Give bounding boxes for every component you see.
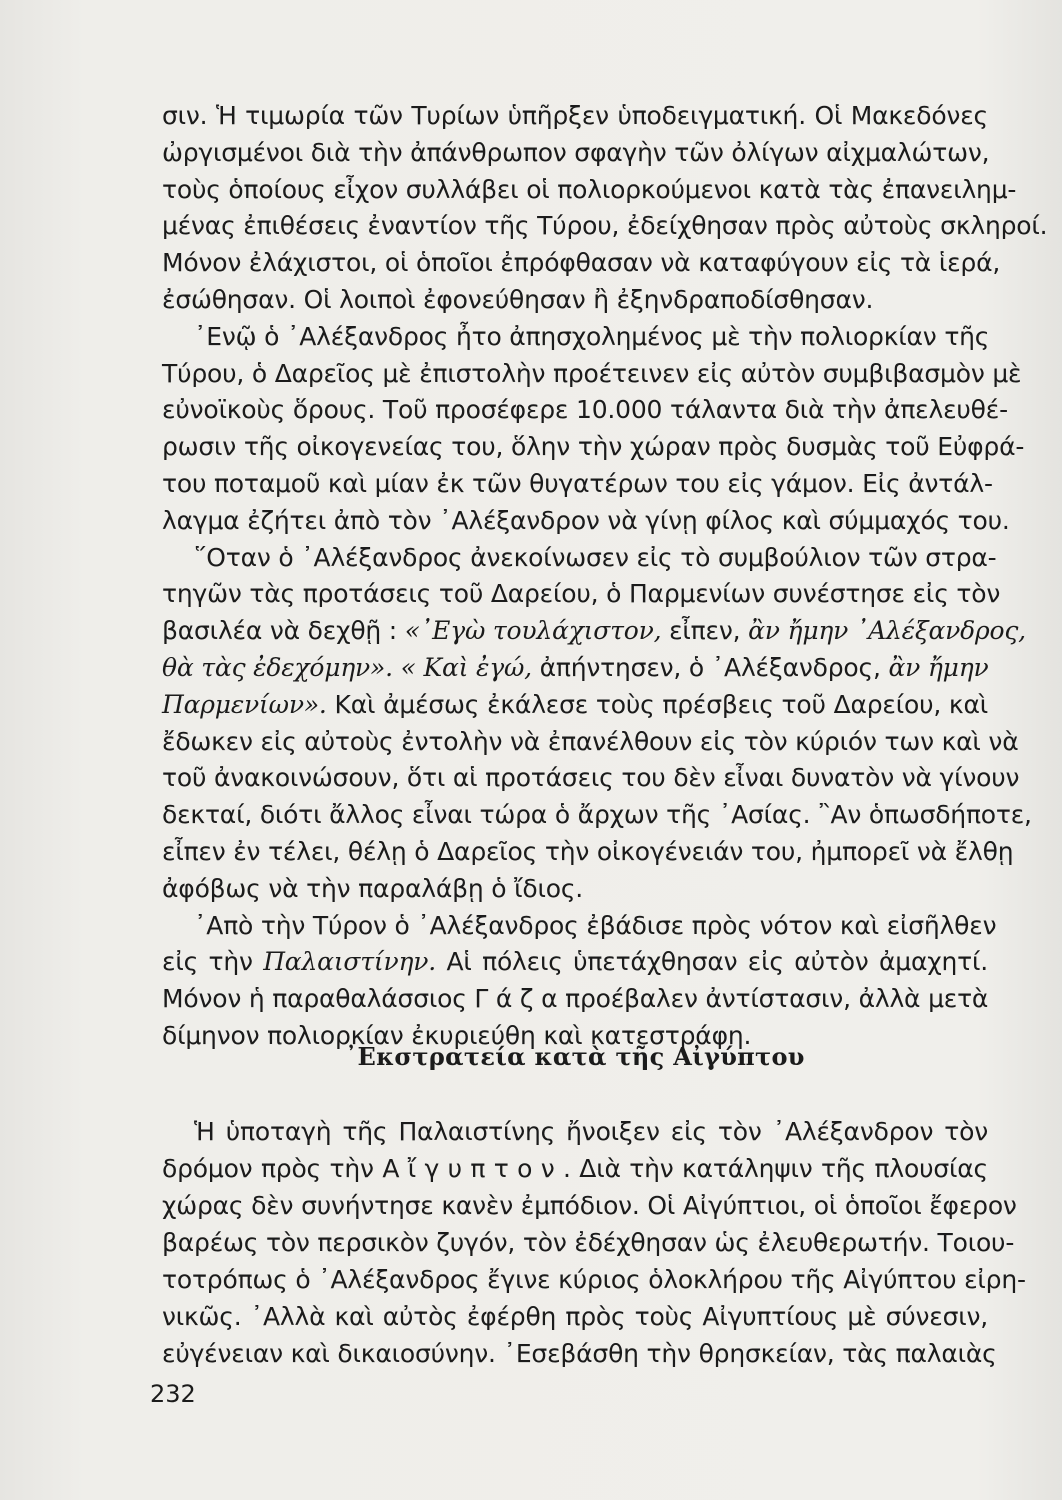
line-text: σιν. Ἡ τιμωρία τῶν Τυρίων ὑπῆρξεν ὑποδειγματική. Οἱ Μακεδόνες [162, 101, 988, 130]
text-line [162, 283, 988, 317]
text-line [162, 1300, 988, 1334]
text-line [162, 320, 988, 354]
text-line [162, 945, 988, 979]
text-line [162, 173, 1017, 207]
text-line [162, 1115, 988, 1149]
text-line [162, 982, 988, 1016]
text-line [162, 835, 1014, 869]
text-line [162, 393, 1008, 427]
text-line [162, 1152, 988, 1186]
line-text: εἶπεν ἐν τέλει, θέλῃ ὁ Δαρεῖος τὴν οἰκογένειάν του, ἠμπορεῖ νὰ ἔλθῃ [162, 837, 1014, 866]
text-line [162, 577, 1001, 611]
text-line [162, 725, 1019, 759]
line-text: ᾿Ενῷ ὁ ᾿Αλέξανδρος ἦτο ἀπησχολημένος μὲ τὴν πολιορκίαν τῆς [194, 321, 990, 351]
line-text: εἶπεν, [669, 616, 741, 646]
line-text: ἔδωκεν εἰς αὐτοὺς ἐντολὴν νὰ ἐπανέλθουν εἰς τὸν κύριόν των καὶ νὰ [162, 726, 1019, 756]
text-line [162, 1189, 1017, 1223]
line-text: τοτρόπως ὁ ᾿Αλέξανδρος ἔγινε κύριος ὁλοκλήρου τῆς Αἰγύπτου εἰρη- [162, 1265, 1026, 1294]
italic-quote: ἂν ἤμην [888, 653, 989, 682]
line-text: ἀφόβως νὰ τὴν παραλάβῃ ὁ ἴδιος. [162, 873, 584, 903]
line-text: ἐσώθησαν. Οἱ λοιποὶ ἐφονεύθησαν ἢ ἐξηνδραποδίσθησαν. [162, 285, 874, 314]
line-text: ᾿Απὸ τὴν Τύρον ὁ ᾿Αλέξανδρος ἐβάδισε πρὸς νότον καὶ εἰσῆλθεν [194, 910, 997, 940]
line-text: Τύρου, ὁ Δαρεῖος μὲ ἐπιστολὴν προέτεινεν εἰς αὐτὸν συμβιβασμὸν μὲ [162, 358, 1022, 388]
text-line [162, 688, 988, 722]
line-text: βασιλέα νὰ δεχθῇ : [162, 616, 398, 646]
line-text: Ἡ ὑποταγὴ τῆς Παλαιστίνης ἤνοιξεν εἰς τὸν ᾿Αλέξανδρον τὸν [194, 1117, 988, 1146]
line-text: τοῦ ἀνακοινώσουν, ὅτι αἱ προτάσεις του δὲν εἶναι δυνατὸν νὰ γίνουν [162, 763, 1020, 793]
line-text: λαγμα ἐζήτει ἀπὸ τὸν ᾿Αλέξανδρον νὰ γίνῃ φίλος καὶ σύμμαχός του. [162, 505, 1010, 535]
line-text: ῞Οταν ὁ ᾿Αλέξανδρος ἀνεκοίνωσεν εἰς τὸ συμβούλιον τῶν στρα- [194, 542, 997, 572]
line-text: εὐνοϊκοὺς ὅρους. Τοῦ προσέφερε 10.000 τάλαντα διὰ τὴν ἀπελευθέ- [162, 395, 1008, 425]
italic-quote: ἂν ἤμην ᾿Αλέξανδρος, [748, 616, 1026, 646]
line-text: Μόνον ἡ παραθαλάσσιος Γ ά ζ α προέβαλεν ἀντίστασιν, ἀλλὰ μετὰ [162, 984, 989, 1014]
text-line [162, 246, 1001, 280]
line-text: δίμηνον πολιορκίαν ἐκυριεύθη καὶ κατεστράφη. [162, 1021, 752, 1050]
text-line [162, 99, 988, 133]
line-text: ρωσιν τῆς οἰκογενείας του, ὅλην τὴν χώραν πρὸς δυσμὰς τοῦ Εὐφρά- [162, 432, 1025, 462]
line-text: μένας ἐπιθέσεις ἐναντίον τῆς Τύρου, ἐδείχθησαν πρὸς αὐτοὺς σκληροί. [162, 211, 1048, 241]
text-line [162, 1337, 997, 1371]
section-heading: ᾿Εκστρατεία κατὰ τῆς Αἰγύπτου [345, 1042, 805, 1071]
line-text: ἀπήντησεν, ὁ ᾿Αλέξανδρος, [539, 653, 881, 682]
italic-quote: θὰ τὰς ἐδεχόμην». [162, 653, 393, 682]
text-line [162, 209, 1048, 243]
italic-quote: Παλαιστίνην. [263, 947, 437, 977]
text-line [162, 136, 988, 170]
line-text: εἰς τὴν [162, 947, 253, 977]
line-text: Καὶ ἀμέσως ἐκάλεσε τοὺς πρέσβεις τοῦ Δαρείου, καὶ [334, 689, 989, 719]
line-text: νικῶς. ᾿Αλλὰ καὶ αὐτὸς ἐφέρθη πρὸς τοὺς Αἰγυπτίους μὲ σύνεσιν, [162, 1302, 988, 1331]
line-text: βαρέως τὸν περσικὸν ζυγόν, τὸν ἐδέχθησαν ὡς ἐλευθερωτήν. Τοιου- [162, 1228, 1015, 1257]
italic-quote: « Καὶ ἐγώ, [400, 653, 532, 682]
line-text: χώρας δὲν συνήντησε κανὲν ἐμπόδιον. Οἱ Αἰγύπτιοι, οἱ ὁποῖοι ἔφερον [162, 1191, 1017, 1220]
line-text: Μόνον ἐλάχιστοι, οἱ ὁποῖοι ἐπρόφθασαν νὰ καταφύγουν εἰς τὰ ἱερά, [162, 248, 1001, 278]
text-line [162, 504, 1010, 538]
line-text: δρόμον πρὸς τὴν Α ἴ γ υ π τ ο ν . Διὰ τὴν κατάληψιν τῆς πλουσίας [162, 1154, 988, 1183]
text-line [162, 761, 1020, 795]
text-line [162, 614, 1026, 648]
italic-quote: Παρμενίων». [162, 689, 327, 719]
line-text: τοὺς ὁποίους εἶχον συλλάβει οἱ πολιορκούμενοι κατὰ τὰς ἐπανειλημ- [162, 174, 1017, 204]
text-line [162, 357, 1022, 391]
line-text: Αἱ πόλεις ὑπετάχθησαν εἰς αὐτὸν ἀμαχητί. [446, 947, 988, 977]
text-line [162, 1263, 1026, 1297]
line-text: εὐγένειαν καὶ δικαιοσύνην. ᾿Εσεβάσθη τὴν θρησκείαν, τὰς παλαιὰς [162, 1339, 997, 1368]
text-line [162, 909, 997, 943]
italic-quote: «᾿Εγὼ τουλάχιστον, [404, 616, 662, 646]
line-text: τηγῶν τὰς προτάσεις τοῦ Δαρείου, ὁ Παρμενίων συνέστησε εἰς τὸν [162, 579, 1001, 609]
text-line [162, 651, 988, 685]
text-line [162, 467, 993, 501]
line-text: ὠργισμένοι διὰ τὴν ἀπάνθρωπον σφαγὴν τῶν ὀλίγων αἰχμαλώτων, [162, 137, 990, 167]
line-text: του ποταμοῦ καὶ μίαν ἐκ τῶν θυγατέρων του εἰς γάμον. Εἰς ἀντάλ- [162, 469, 993, 498]
line-text: δεκταί, διότι ἄλλος εἶναι τώρα ὁ ἄρχων τῆς ᾿Ασίας. ῍Αν ὁπωσδήποτε, [162, 800, 1032, 830]
text-line [162, 430, 1025, 464]
text-line [162, 1226, 1015, 1260]
page-number: 232 [150, 1380, 196, 1408]
text-line [162, 541, 997, 575]
text-line [162, 798, 1032, 832]
text-line [162, 872, 988, 906]
